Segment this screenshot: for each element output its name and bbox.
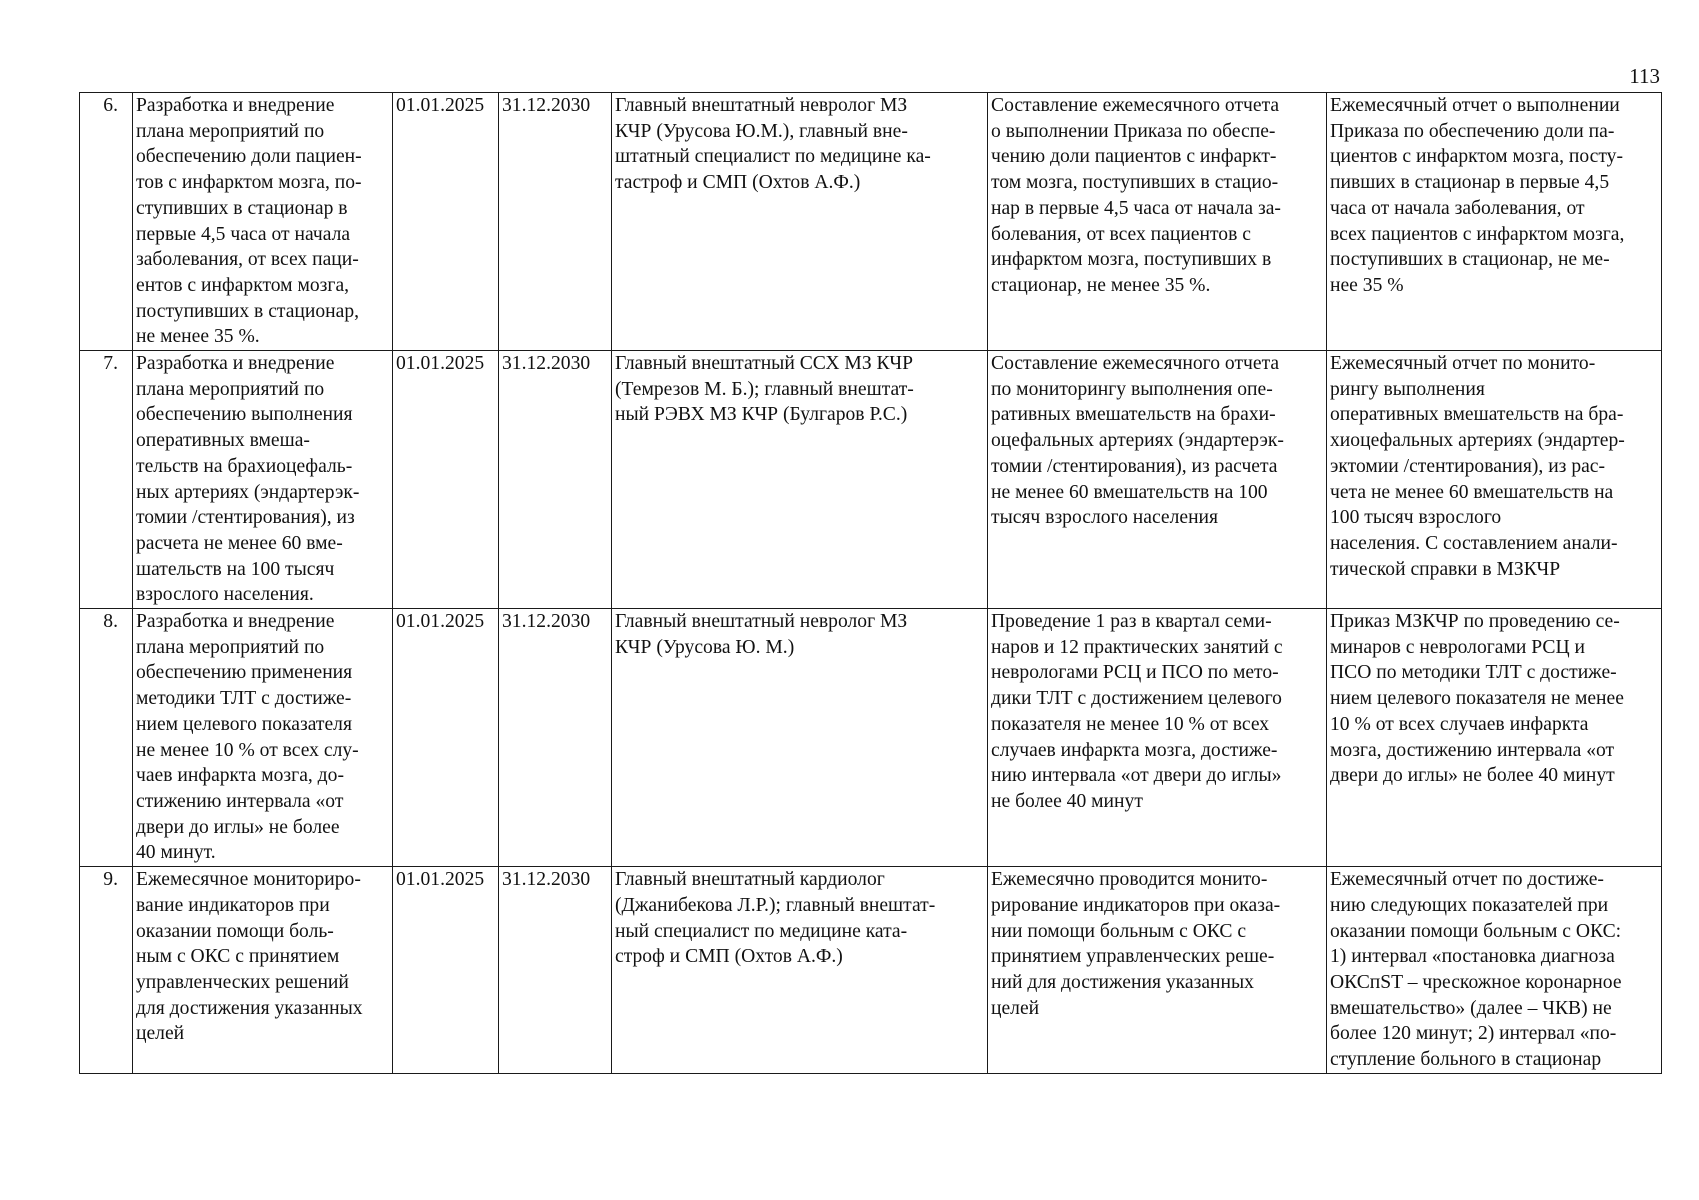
- start-date-cell: 01.01.2025: [393, 867, 499, 1074]
- description-cell: Составление ежемесячного отчета по мониторингу выполнения опе- ративных вмешательств на брахи- оцефальных артериях (эндартерэк- томии /стентирования), из расчета не менее 60 вмешательств на 100 тысяч взрослого населения: [988, 351, 1327, 609]
- start-date-cell: 01.01.2025: [393, 609, 499, 867]
- end-date-cell: 31.12.2030: [499, 609, 612, 867]
- event-cell: Разработка и внедрение плана мероприятий по обеспечению доли пациен- тов с инфарктом мозга, по- ступивших в стационар в первые 4,5 часа от начала заболевания, от всех паци- ентов с инфарктом мозга, поступивших в стационар, не менее 35 %.: [133, 93, 393, 351]
- row-number: 6.: [80, 93, 133, 351]
- responsible-cell: Главный внештатный невролог МЗ КЧР (Урусова Ю. М.): [612, 609, 988, 867]
- description-cell: Проведение 1 раз в квартал семи- наров и 12 практических занятий с неврологами РСЦ и ПСО по мето- дики ТЛТ с достижением целевого показателя не менее 10 % от всех случаев инфаркта мозга, достиже- нию интервала «от двери до иглы» не более 40 минут: [988, 609, 1327, 867]
- table-row: [80, 609, 1662, 867]
- description-cell: Ежемесячно проводится монито- рирование индикаторов при оказа- нии помощи больным с ОКС с принятием управленческих реше- ний для достижения указанных целей: [988, 867, 1327, 1074]
- table-row: [80, 867, 1662, 1074]
- responsible-cell: Главный внештатный ССХ МЗ КЧР (Темрезов М. Б.); главный внештат- ный РЭВХ МЗ КЧР (Булгаров Р.С.): [612, 351, 988, 609]
- row-number: 9.: [80, 867, 133, 1074]
- responsible-cell: Главный внештатный невролог МЗ КЧР (Урусова Ю.М.), главный вне- штатный специалист по медицине ка- тастроф и СМП (Охтов А.Ф.): [612, 93, 988, 351]
- event-cell: Разработка и внедрение плана мероприятий по обеспечению применения методики ТЛТ с достиже- нием целевого показателя не менее 10 % от всех слу- чаев инфаркта мозга, до- стижению интервала «от двери до иглы» не более 40 минут.: [133, 609, 393, 867]
- end-date-cell: 31.12.2030: [499, 93, 612, 351]
- table-row: [80, 351, 1662, 609]
- result-cell: Ежемесячный отчет о выполнении Приказа по обеспечению доли па- циентов с инфарктом мозга, посту- пивших в стационар в первые 4,5 часа от начала заболевания, от всех пациентов с инфарктом мозга, поступивших в стационар, не ме- нее 35 %: [1327, 93, 1662, 351]
- result-cell: Приказ МЗКЧР по проведению се- минаров с неврологами РСЦ и ПСО по методики ТЛТ с достиже- нием целевого показателя не менее 10 % от всех случаев инфаркта мозга, достижению интервала «от двери до иглы» не более 40 минут: [1327, 609, 1662, 867]
- end-date-cell: 31.12.2030: [499, 867, 612, 1074]
- result-cell: Ежемесячный отчет по достиже- нию следующих показателей при оказании помощи больным с ОКС: 1) интервал «постановка диагноза ОКСпST – чрескожное коронарное вмешательство» (далее – ЧКВ) не более 120 минут; 2) интервал «по- ступление больного в стационар: [1327, 867, 1662, 1074]
- end-date-cell: 31.12.2030: [499, 351, 612, 609]
- responsible-cell: Главный внештатный кардиолог (Джанибекова Л.Р.); главный внештат- ный специалист по медицине ката- строф и СМП (Охтов А.Ф.): [612, 867, 988, 1074]
- row-number: 8.: [80, 609, 133, 867]
- start-date-cell: 01.01.2025: [393, 351, 499, 609]
- table-row: [80, 93, 1662, 351]
- row-number: 7.: [80, 351, 133, 609]
- event-cell: Ежемесячное мониториро- вание индикаторов при оказании помощи боль- ным с ОКС с принятием управленческих решений для достижения указанных целей: [133, 867, 393, 1074]
- result-cell: Ежемесячный отчет по монито- рингу выполнения оперативных вмешательств на бра- хиоцефальных артериях (эндартер- эктомии /стентирования), из рас- чета не менее 60 вмешательств на 100 тысяч взрослого населения. С составлением анали- тической справки в МЗКЧР: [1327, 351, 1662, 609]
- event-cell: Разработка и внедрение плана мероприятий по обеспечению выполнения оперативных вмеша- тельств на брахиоцефаль- ных артериях (эндартерэк- томии /стентирования), из расчета не менее 60 вме- шательств на 100 тысяч взрослого населения.: [133, 351, 393, 609]
- description-cell: Составление ежемесячного отчета о выполнении Приказа по обеспе- чению доли пациентов с инфаркт- том мозга, поступивших в стацио- нар в первые 4,5 часа от начала за- болевания, от всех пациентов с инфарктом мозга, поступивших в стационар, не менее 35 %.: [988, 93, 1327, 351]
- page-number: 113: [1629, 64, 1660, 88]
- start-date-cell: 01.01.2025: [393, 93, 499, 351]
- action-plan-table: [79, 92, 1662, 1074]
